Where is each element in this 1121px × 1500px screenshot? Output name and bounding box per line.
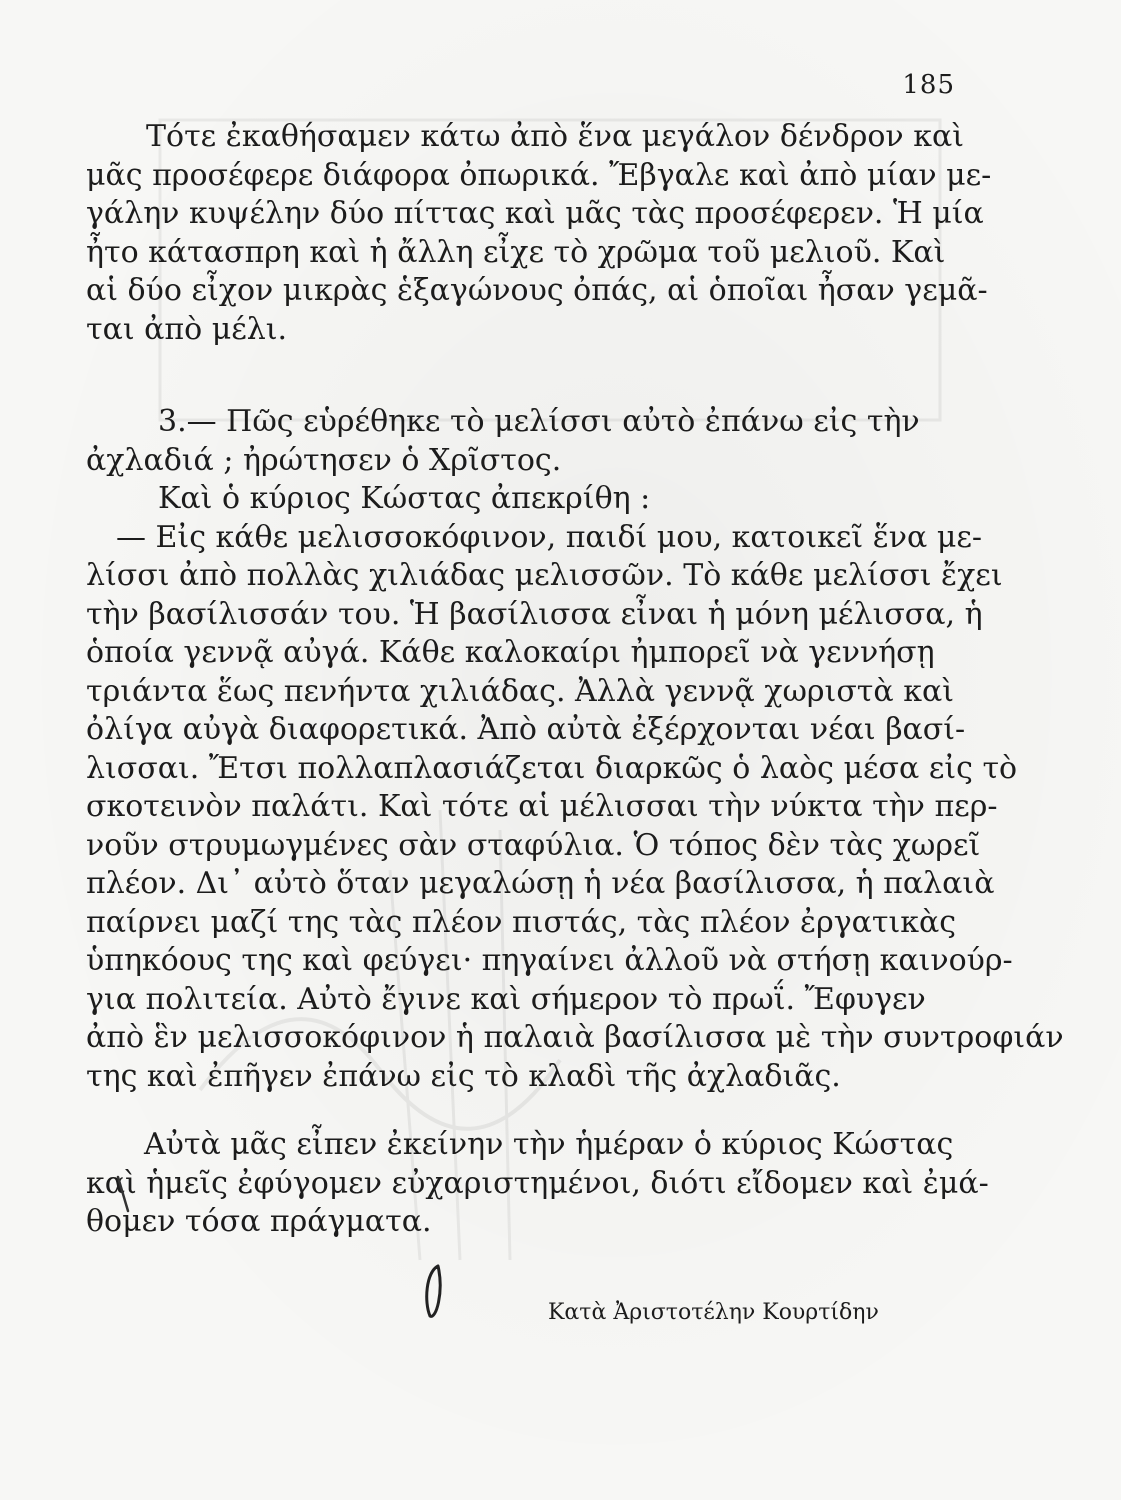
text-line: θομεν τόσα πράγματα.	[86, 1204, 432, 1239]
text-line: αἱ δύο εἶχον μικρὰς ἑξαγώνους ὀπάς, αἱ ὁποῖαι ἦσαν γεμᾶ-	[86, 273, 988, 308]
text-line: για πολιτεία. Αὐτὸ ἔγινε καὶ σήμερον τὸ πρωΐ. Ἔφυγεν	[86, 981, 926, 1017]
text-line: ἀπὸ ἓν μελισσοκόφινον ἡ παλαιὰ βασίλισσα μὲ τὴν συντροφιάν	[86, 1020, 1064, 1055]
text-line: ὀλίγα αὐγὰ διαφορετικά. Ἀπὸ αὐτὰ ἐξέρχονται νέαι βασί-	[86, 712, 966, 747]
text-line: ὑπηκόους της καὶ φεύγει· πηγαίνει ἀλλοῦ νὰ στήσῃ καινούρ-	[86, 943, 1013, 978]
text-line: λισσαι. Ἔτσι πολλαπλασιάζεται διαρκῶς ὁ λαὸς μέσα εἰς τὸ	[86, 750, 1018, 786]
text-line: Τότε ἐκαθήσαμεν κάτω ἀπὸ ἕνα μεγάλον δένδρον καὶ	[146, 119, 964, 154]
paragraph-offer	[86, 118, 992, 349]
paragraph-closing	[86, 1126, 989, 1242]
main-text	[86, 118, 1064, 1242]
pen-stroke-icon	[420, 1262, 450, 1320]
text-line: γάλην κυψέλην δύο πίττας καὶ μᾶς τὰς προσέφερεν. Ἡ μία	[86, 196, 984, 231]
text-line: τριάντα ἕως πενήντα χιλιάδας. Ἀλλὰ γεννᾷ χωριστὰ καὶ	[86, 673, 954, 709]
text-line: ἦτο κάτασπρη καὶ ἡ ἄλλη εἶχε τὸ χρῶμα τοῦ μελιοῦ. Καὶ	[86, 234, 946, 270]
text-line: μᾶς προσέφερε διάφορα ὀπωρικά. Ἔβγαλε καὶ ἀπὸ μίαν με-	[86, 157, 992, 193]
text-line: ἀχλαδιά ; ἠρώτησεν ὁ Χρῖστος.	[86, 442, 562, 478]
paragraph-spacer	[86, 1096, 956, 1126]
text-line: ὁποία γεννᾷ αὐγά. Κάθε καλοκαίρι ἠμπορεῖ νὰ γεννήσῃ	[86, 635, 935, 670]
text-line: Καὶ ὁ κύριος Κώστας ἀπεκρίθη :	[158, 481, 651, 516]
section-3-question	[86, 403, 956, 480]
text-line: λίσσι ἀπὸ πολλὰς χιλιάδας μελισσῶν. Τὸ κάθε μελίσσι ἔχει	[86, 558, 1003, 593]
author-attribution: Κατὰ Ἀριστοτέλην Κουρτίδην	[548, 1300, 879, 1325]
text-line: ται ἀπὸ μέλι.	[86, 311, 288, 347]
text-line: 3.— Πῶς εὑρέθηκε τὸ μελίσσι αὐτὸ ἐπάνω εἰς τὴν	[158, 404, 920, 439]
section-spacer	[86, 349, 956, 403]
text-line: παίρνει μαζί της τὰς πλέον πιστάς, τὰς πλέον ἐργατικὰς	[86, 904, 957, 940]
paragraph-speech	[86, 519, 1064, 1097]
text-line: σκοτεινὸν παλάτι. Καὶ τότε αἱ μέλισσαι τὴν νύκτα τὴν περ-	[86, 789, 998, 824]
page-number: 185	[902, 70, 955, 100]
pencil-tick-icon	[116, 1175, 130, 1213]
text-line: πλέον. Δι᾽ αὐτὸ ὅταν μεγαλώσῃ ἡ νέα βασίλισσα, ἡ παλαιὰ	[86, 866, 995, 901]
text-line: Αὐτὰ μᾶς εἶπεν ἐκείνην τὴν ἡμέραν ὁ κύριος Κώστας	[144, 1127, 954, 1162]
text-line: — Εἰς κάθε μελισσοκόφινον, παιδί μου, κατοικεῖ ἕνα με-	[116, 519, 983, 555]
paragraph-reply	[86, 480, 956, 519]
text-line: καὶ ἡμεῖς ἐφύγομεν εὐχαριστημένοι, διότι εἴδομεν καὶ ἐμά-	[86, 1165, 989, 1201]
text-line: της καὶ ἐπῆγεν ἐπάνω εἰς τὸ κλαδὶ τῆς ἀχλαδιᾶς.	[86, 1058, 841, 1094]
text-line: νοῦν στρυμωγμένες σὰν σταφύλια. Ὁ τόπος δὲν τὰς χωρεῖ	[86, 827, 981, 863]
text-line: τὴν βασίλισσάν του. Ἡ βασίλισσα εἶναι ἡ μόνη μέλισσα, ἡ	[86, 596, 983, 632]
